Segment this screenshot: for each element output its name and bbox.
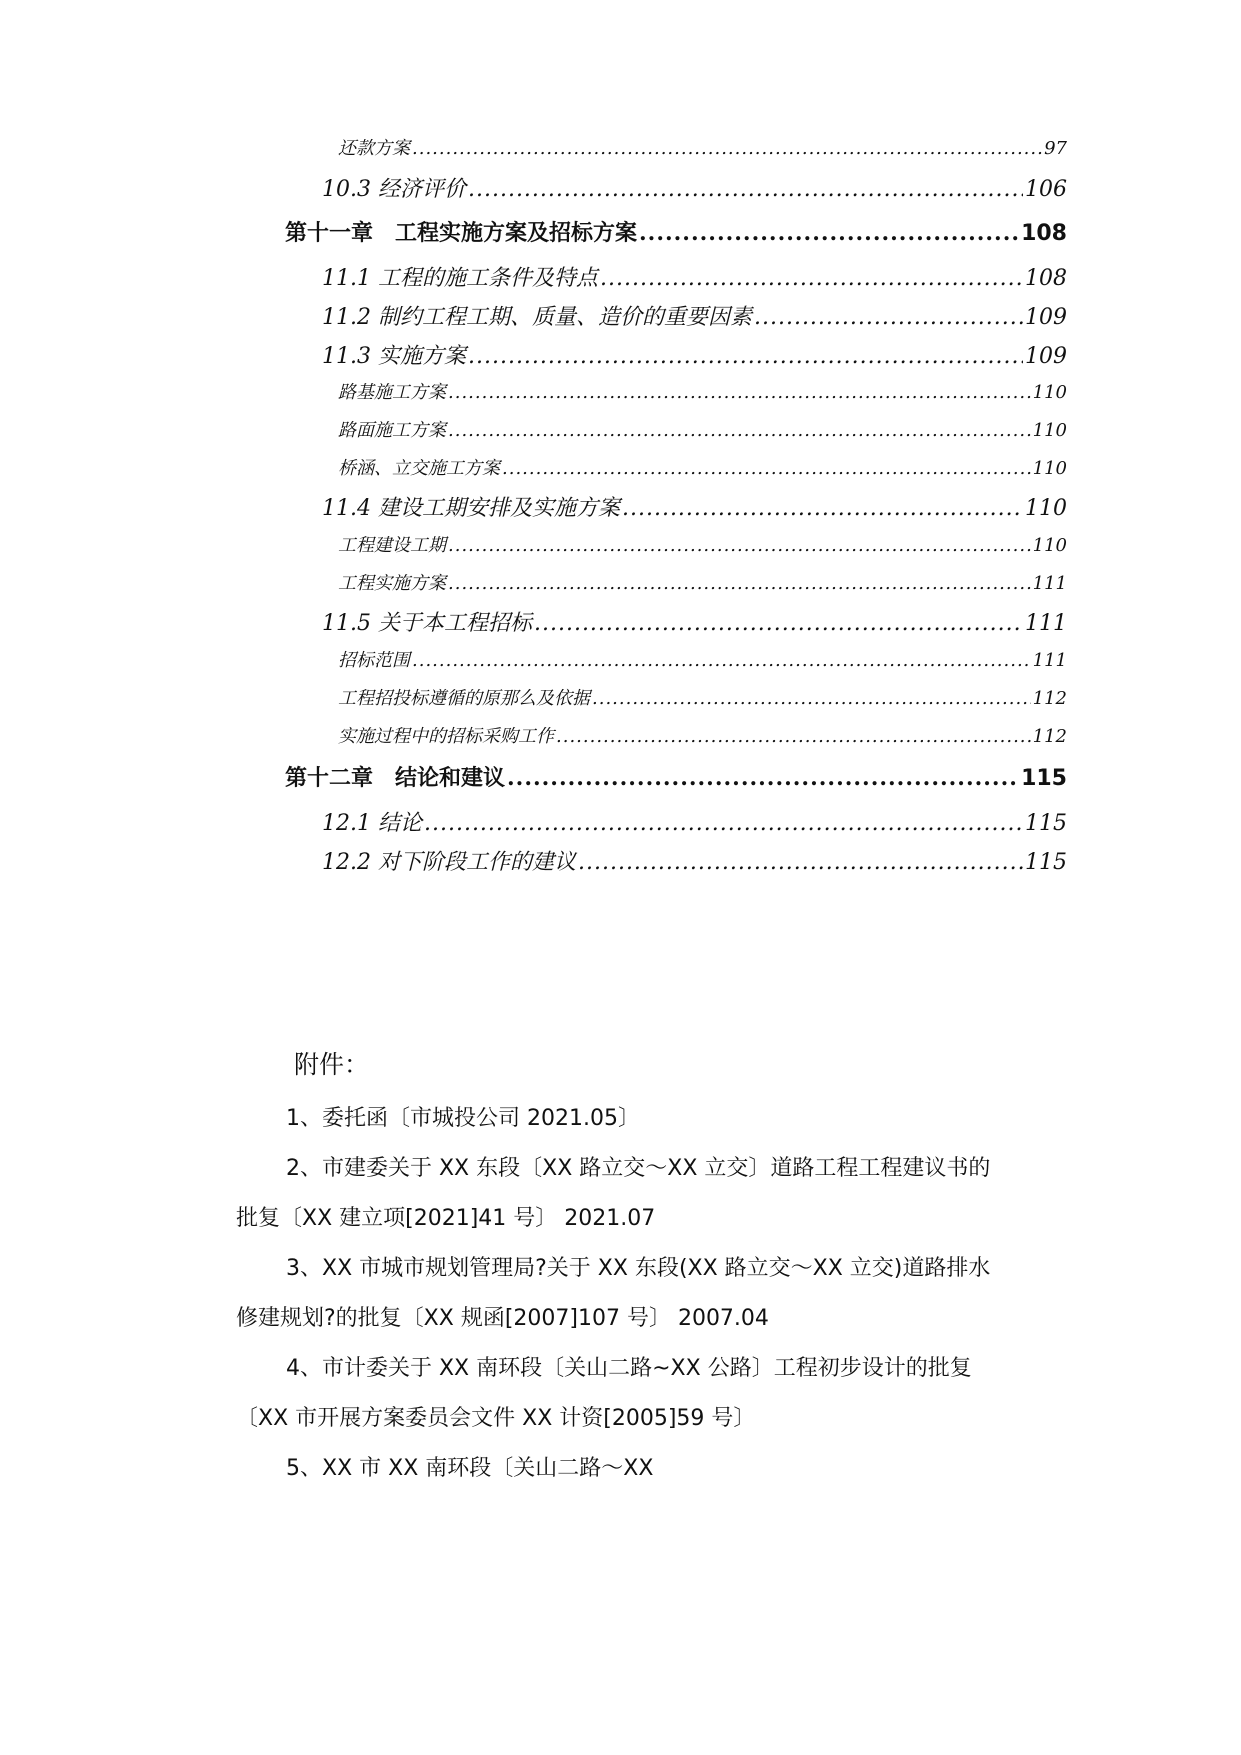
toc-entry[interactable] [338, 569, 1067, 595]
toc-entry-page: 106 [1025, 177, 1067, 202]
toc-entry-label: 12.2 对下阶段工作的建议 [322, 850, 576, 875]
toc-entry-label: 工程建设工期 [338, 535, 446, 556]
attachment-item [236, 1244, 1066, 1344]
toc-entry[interactable] [322, 606, 1067, 637]
toc-entry-page: 111 [1025, 611, 1067, 636]
toc-entry-page: 110 [1032, 420, 1067, 441]
toc-entry[interactable] [322, 172, 1067, 203]
toc-entry[interactable] [338, 416, 1067, 442]
toc-leader-dots [600, 266, 1023, 291]
toc-entry-page: 111 [1032, 650, 1067, 671]
toc-entry-label: 12.1 结论 [322, 811, 422, 836]
toc-entry[interactable] [322, 339, 1067, 370]
toc-entry-page: 108 [1021, 221, 1067, 246]
toc-entry-page: 97 [1044, 138, 1067, 159]
toc-entry-page: 108 [1025, 266, 1067, 291]
toc-entry-label: 工程实施方案 [338, 573, 446, 594]
toc-entry-page: 109 [1025, 344, 1067, 369]
attachment-line: 4、市计委关于 XX 南环段〔关山二路~XX 公路〕工程初步设计的批复 [286, 1356, 972, 1381]
toc-entry-label: 11.4 建设工期安排及实施方案 [322, 496, 620, 521]
toc-entry-page: 115 [1025, 850, 1067, 875]
toc-entry-page: 112 [1032, 688, 1067, 709]
toc-leader-dots [468, 344, 1023, 369]
toc-entry-label: 桥涵、立交施工方案 [338, 458, 500, 479]
toc-entry-label: 招标范围 [338, 650, 410, 671]
toc-leader-dots [412, 650, 1031, 671]
attachment-line: 5、XX 市 XX 南环段〔关山二路～XX [286, 1456, 654, 1481]
toc-entry-label: 第十一章 工程实施方案及招标方案 [285, 221, 638, 246]
toc-leader-dots [592, 688, 1031, 709]
attachment-item [236, 1094, 1066, 1144]
toc-entry-page: 110 [1032, 458, 1067, 479]
toc-leader-dots [468, 177, 1023, 202]
toc-entry-page: 110 [1032, 382, 1067, 403]
toc-entry-page: 111 [1032, 573, 1067, 594]
toc-entry-label: 11.3 实施方案 [322, 344, 466, 369]
toc-entry-page: 112 [1032, 726, 1067, 747]
toc-entry[interactable] [338, 646, 1067, 672]
toc-entry[interactable] [338, 378, 1067, 404]
attachment-item [236, 1144, 1066, 1244]
toc-entry-label: 10.3 经济评价 [322, 177, 466, 202]
attachment-line: 3、XX 市城市规划管理局?关于 XX 东段(XX 路立交～XX 立交)道路排水 [286, 1256, 991, 1281]
toc-chapter-entry[interactable] [285, 761, 1067, 792]
toc-leader-dots [424, 811, 1023, 836]
toc-entry[interactable] [338, 454, 1067, 480]
toc-entry-page: 110 [1032, 535, 1067, 556]
toc-entry[interactable] [322, 491, 1067, 522]
toc-leader-dots [448, 535, 1031, 556]
attachment-line: 〔XX 市开展方案委员会文件 XX 计资[2005]59 号〕 [236, 1406, 756, 1431]
toc-entry[interactable] [322, 261, 1067, 292]
toc-entry-label: 路面施工方案 [338, 420, 446, 441]
toc-entry-page: 110 [1025, 496, 1067, 521]
toc-entry-label: 11.2 制约工程工期、质量、造价的重要因素 [322, 305, 752, 330]
attachments-heading: 附件： [294, 1050, 370, 1079]
toc-leader-dots [622, 496, 1023, 521]
toc-leader-dots [502, 458, 1031, 479]
toc-chapter-entry[interactable] [285, 216, 1067, 247]
toc-leader-dots [754, 305, 1023, 330]
toc-leader-dots [534, 611, 1023, 636]
toc-leader-dots [578, 850, 1023, 875]
attachment-line: 修建规划?的批复〔XX 规函[2007]107 号〕 2007.04 [236, 1306, 769, 1331]
toc-leader-dots [507, 765, 1019, 791]
toc-entry-label: 11.5 关于本工程招标 [322, 611, 532, 636]
toc-entry[interactable] [322, 806, 1067, 837]
toc-leader-dots [448, 382, 1031, 403]
toc-leader-dots [639, 220, 1019, 246]
toc-entry-label: 工程招投标遵循的原那么及依据 [338, 688, 590, 709]
toc-leader-dots [448, 573, 1031, 594]
attachment-line: 2、市建委关于 XX 东段〔XX 路立交～XX 立交〕道路工程工程建议书的 [286, 1156, 991, 1181]
toc-leader-dots [412, 138, 1042, 159]
toc-leader-dots [448, 420, 1031, 441]
toc-entry-label: 11.1 工程的施工条件及特点 [322, 266, 598, 291]
attachment-item [236, 1344, 1066, 1444]
attachment-line: 批复〔XX 建立项[2021]41 号〕 2021.07 [236, 1206, 656, 1231]
toc-entry[interactable] [338, 722, 1067, 748]
toc-entry-label: 还款方案 [338, 138, 410, 159]
attachment-line: 1、委托函〔市城投公司 2021.05〕 [286, 1106, 640, 1131]
toc-entry[interactable] [338, 134, 1067, 160]
toc-entry[interactable] [338, 684, 1067, 710]
toc-leader-dots [556, 726, 1031, 747]
toc-entry-label: 第十二章 结论和建议 [285, 766, 506, 791]
toc-entry[interactable] [322, 300, 1067, 331]
toc-entry-page: 115 [1025, 811, 1067, 836]
toc-entry-label: 路基施工方案 [338, 382, 446, 403]
attachment-item [236, 1444, 1066, 1494]
toc-entry-page: 109 [1025, 305, 1067, 330]
toc-entry[interactable] [338, 531, 1067, 557]
toc-entry-label: 实施过程中的招标采购工作 [338, 726, 554, 747]
toc-entry[interactable] [322, 845, 1067, 876]
toc-entry-page: 115 [1021, 766, 1067, 791]
